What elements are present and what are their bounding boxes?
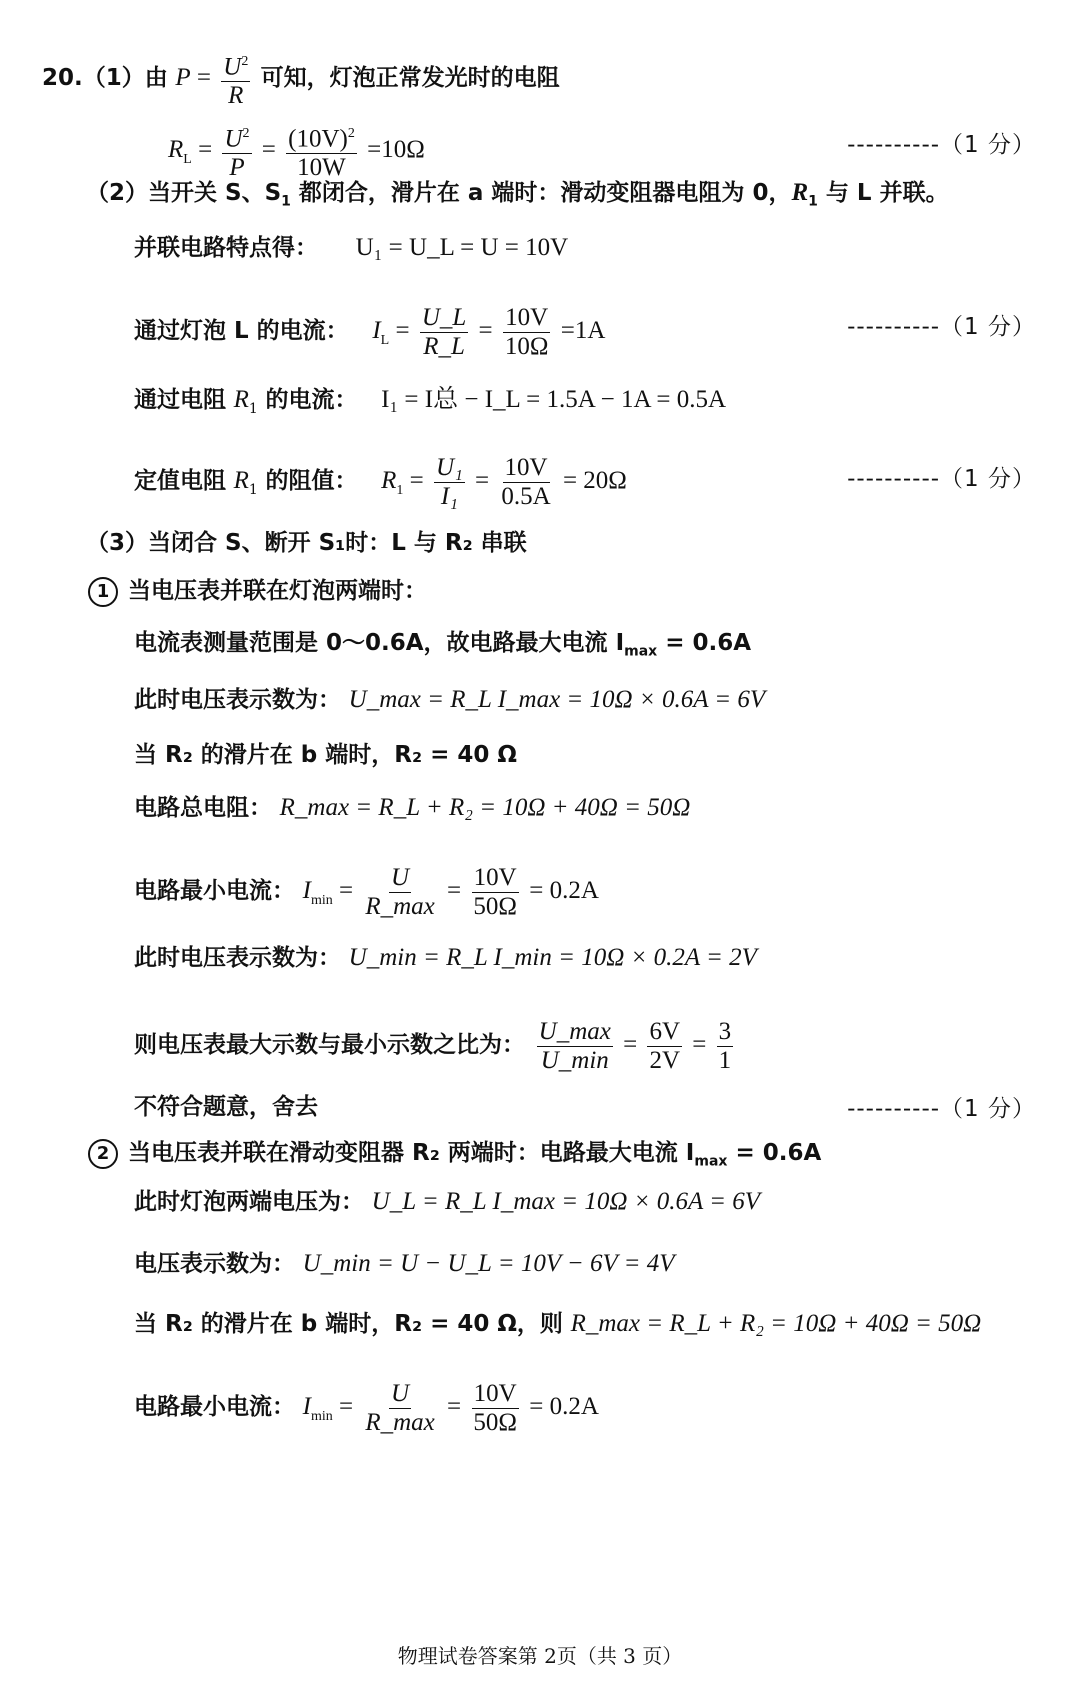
case1-line2: 此时电压表示数为： U_max = R_L I_max = 10Ω × 0.6A = 6V [134,686,766,713]
case1-line6: 此时电压表示数为： U_min = R_L I_min = 10Ω × 0.2A = 2V [134,944,757,971]
r1-resistance-row: 定值电阻 $R_1$ 的阻值： $R_1$ = $\frac{\text{U₁}}{\text{I₁}}$ = $\frac{10V}{0.5A}$ = 20Ω [134,454,627,510]
rl-formula: $R_L$ = $\frac{U^2}{P}$ = $\frac{(10V)^2}{10W}$ =10Ω [168,120,425,182]
case1-line4: 电路总电阻： R_max = R_L + R₂ = 10Ω + 40Ω = 50Ω [134,794,691,821]
r1-current-row: 通过电阻 $R_1$ 的电流： I₁ = I总 − I_L = 1.5A − 1A = 0.5A [134,386,727,417]
q20-part2-title: （2）当开关 S、$S_1$ 都闭合，滑片在 a 端时：滑动变阻器电阻为 0，$R_1$ 与 L 并联。 [86,179,949,210]
case1-line5: 电路最小电流： $I_{min}$ = $\frac{U}{R\_\max}$ = $\frac{10V}{50\Omega}$ = 0.2A [134,864,599,920]
circled-number-1: 1 [88,577,118,607]
score-mark-2: ----------（1 分） [847,314,1036,340]
lamp-current-row: 通过灯泡 L 的电流： $I_L$ = $\frac{U\_L}{R\_L}$ = $\frac{10V}{10\Omega}$ =1A [134,304,606,360]
case2-line3: 当 R₂ 的滑片在 b 端时，R₂ = 40 Ω，则 R_max = R_L + R₂ = 10Ω + 40Ω = 50Ω [134,1310,982,1337]
case1-title: 1 当电压表并联在灯泡两端时： [88,574,427,608]
score-mark-4: ----------（1 分） [847,1096,1036,1122]
circled-number-2: 2 [88,1139,118,1169]
q20-part1-intro: 20.（1）由 P = $\frac{U^2}{R}$ 可知，灯泡正常发光时的电阻 [42,48,560,110]
case2-line4: 电路最小电流： $I_{min}$ = $\frac{U}{R\_\max}$ = $\frac{10V}{50\Omega}$ = 0.2A [134,1380,599,1436]
case2-title: 2 当电压表并联在滑动变阻器 R₂ 两端时：电路最大电流 $I_{max} = 0.6A$ [88,1136,821,1179]
case2-line2: 电压表示数为： U_min = U − U_L = 10V − 6V = 4V [134,1250,675,1277]
case2-line1: 此时灯泡两端电压为： U_L = R_L I_max = 10Ω × 0.6A = 6V [134,1188,760,1215]
score-mark-1: ----------（1 分） [847,132,1036,158]
q20-part3-title: （3）当闭合 S、断开 S₁时：L 与 R₂ 串联 [86,530,527,556]
parallel-voltage-row: 并联电路特点得： U₁ = U_L = U = 10V [134,234,569,261]
score-mark-3: ----------（1 分） [847,466,1036,492]
case1-line3: 当 R₂ 的滑片在 b 端时，R₂ = 40 Ω [134,742,517,768]
case1-line8: 不符合题意，舍去 [134,1094,318,1120]
page-footer: 物理试卷答案第 2页（共 3 页） [397,1644,683,1668]
case1-line1: 电流表测量范围是 0～0.6A，故电路最大电流 $I_{max} = 0.6A$ [134,630,752,660]
case1-line7: 则电压表最大示数与最小示数之比为： $\frac{U\_\max}{U\_\min}$ = $\frac{6V}{2V}$ = $\frac{3}{1}$ [134,1018,732,1074]
